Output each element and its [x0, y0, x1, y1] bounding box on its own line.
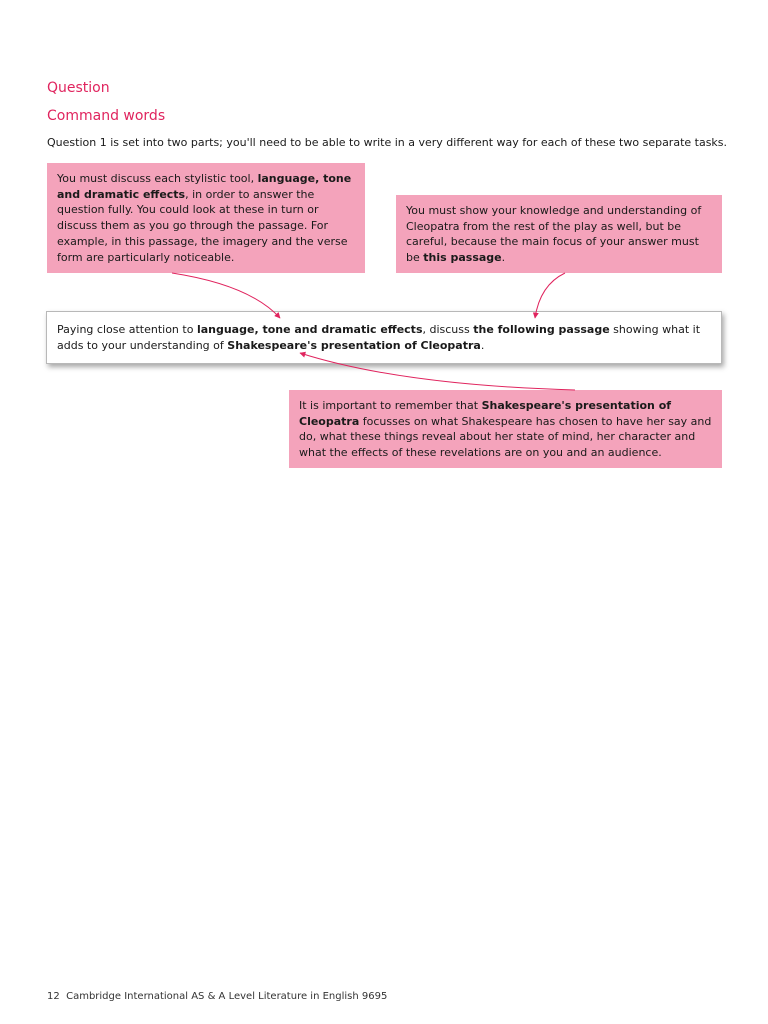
- box2-text-2: .: [501, 251, 506, 265]
- question-bold-3: Shakespeare's presentation of Cleopatra: [227, 338, 481, 352]
- question-text-4: .: [480, 338, 485, 352]
- box3-text-1: It is important to remember that: [299, 399, 482, 412]
- page-number: 12: [47, 991, 60, 1002]
- question-text-3: showing what it adds to your understanding of: [57, 323, 701, 352]
- intro-text: Question 1 is set into two parts; you'll need to be able to write in a very different way for each of these two separate tasks.: [47, 136, 728, 149]
- box2-text-1: You must show your knowledge and understanding of Cleopatra from the rest of the play as well, but be careful, because the main focus of your answer must be: [406, 204, 702, 265]
- box1-text-1: You must discuss each stylistic tool,: [57, 172, 258, 185]
- question-bold-1: language, tone and dramatic effects: [196, 323, 423, 336]
- box3-text-2: focusses on what Shakespeare has chosen to have her say and do, what these things reveal about her state of mind, her character and what the effects of these revelations are on you and an audience.: [299, 414, 712, 460]
- annotation-box-presentation: [289, 390, 722, 468]
- footer-title: Cambridge International AS & A Level Literature in English 9695: [66, 991, 388, 1002]
- box3-bold-1: Shakespeare's presentation of Cleopatra: [299, 399, 672, 428]
- question-text-2: , discuss: [422, 323, 474, 336]
- subheading: Command words: [47, 108, 166, 124]
- question-box: [46, 311, 722, 364]
- box1-text-2: , in order to answer the question fully. You could look at these in turn or discuss them as you go through the passage. For example, in this passage, the imagery and the verse form are particularly noticeable.: [57, 187, 348, 264]
- section-heading: Question: [47, 80, 110, 96]
- annotation-box-stylistic-tools: [47, 163, 365, 273]
- page-footer: [47, 991, 387, 1002]
- box2-bold-1: this passage: [423, 251, 502, 265]
- box1-bold-1: language, tone and dramatic effects: [57, 172, 352, 201]
- annotation-box-this-passage: [396, 195, 722, 273]
- question-text-1: Paying close attention to: [57, 323, 197, 336]
- question-bold-2: the following passage: [473, 323, 610, 336]
